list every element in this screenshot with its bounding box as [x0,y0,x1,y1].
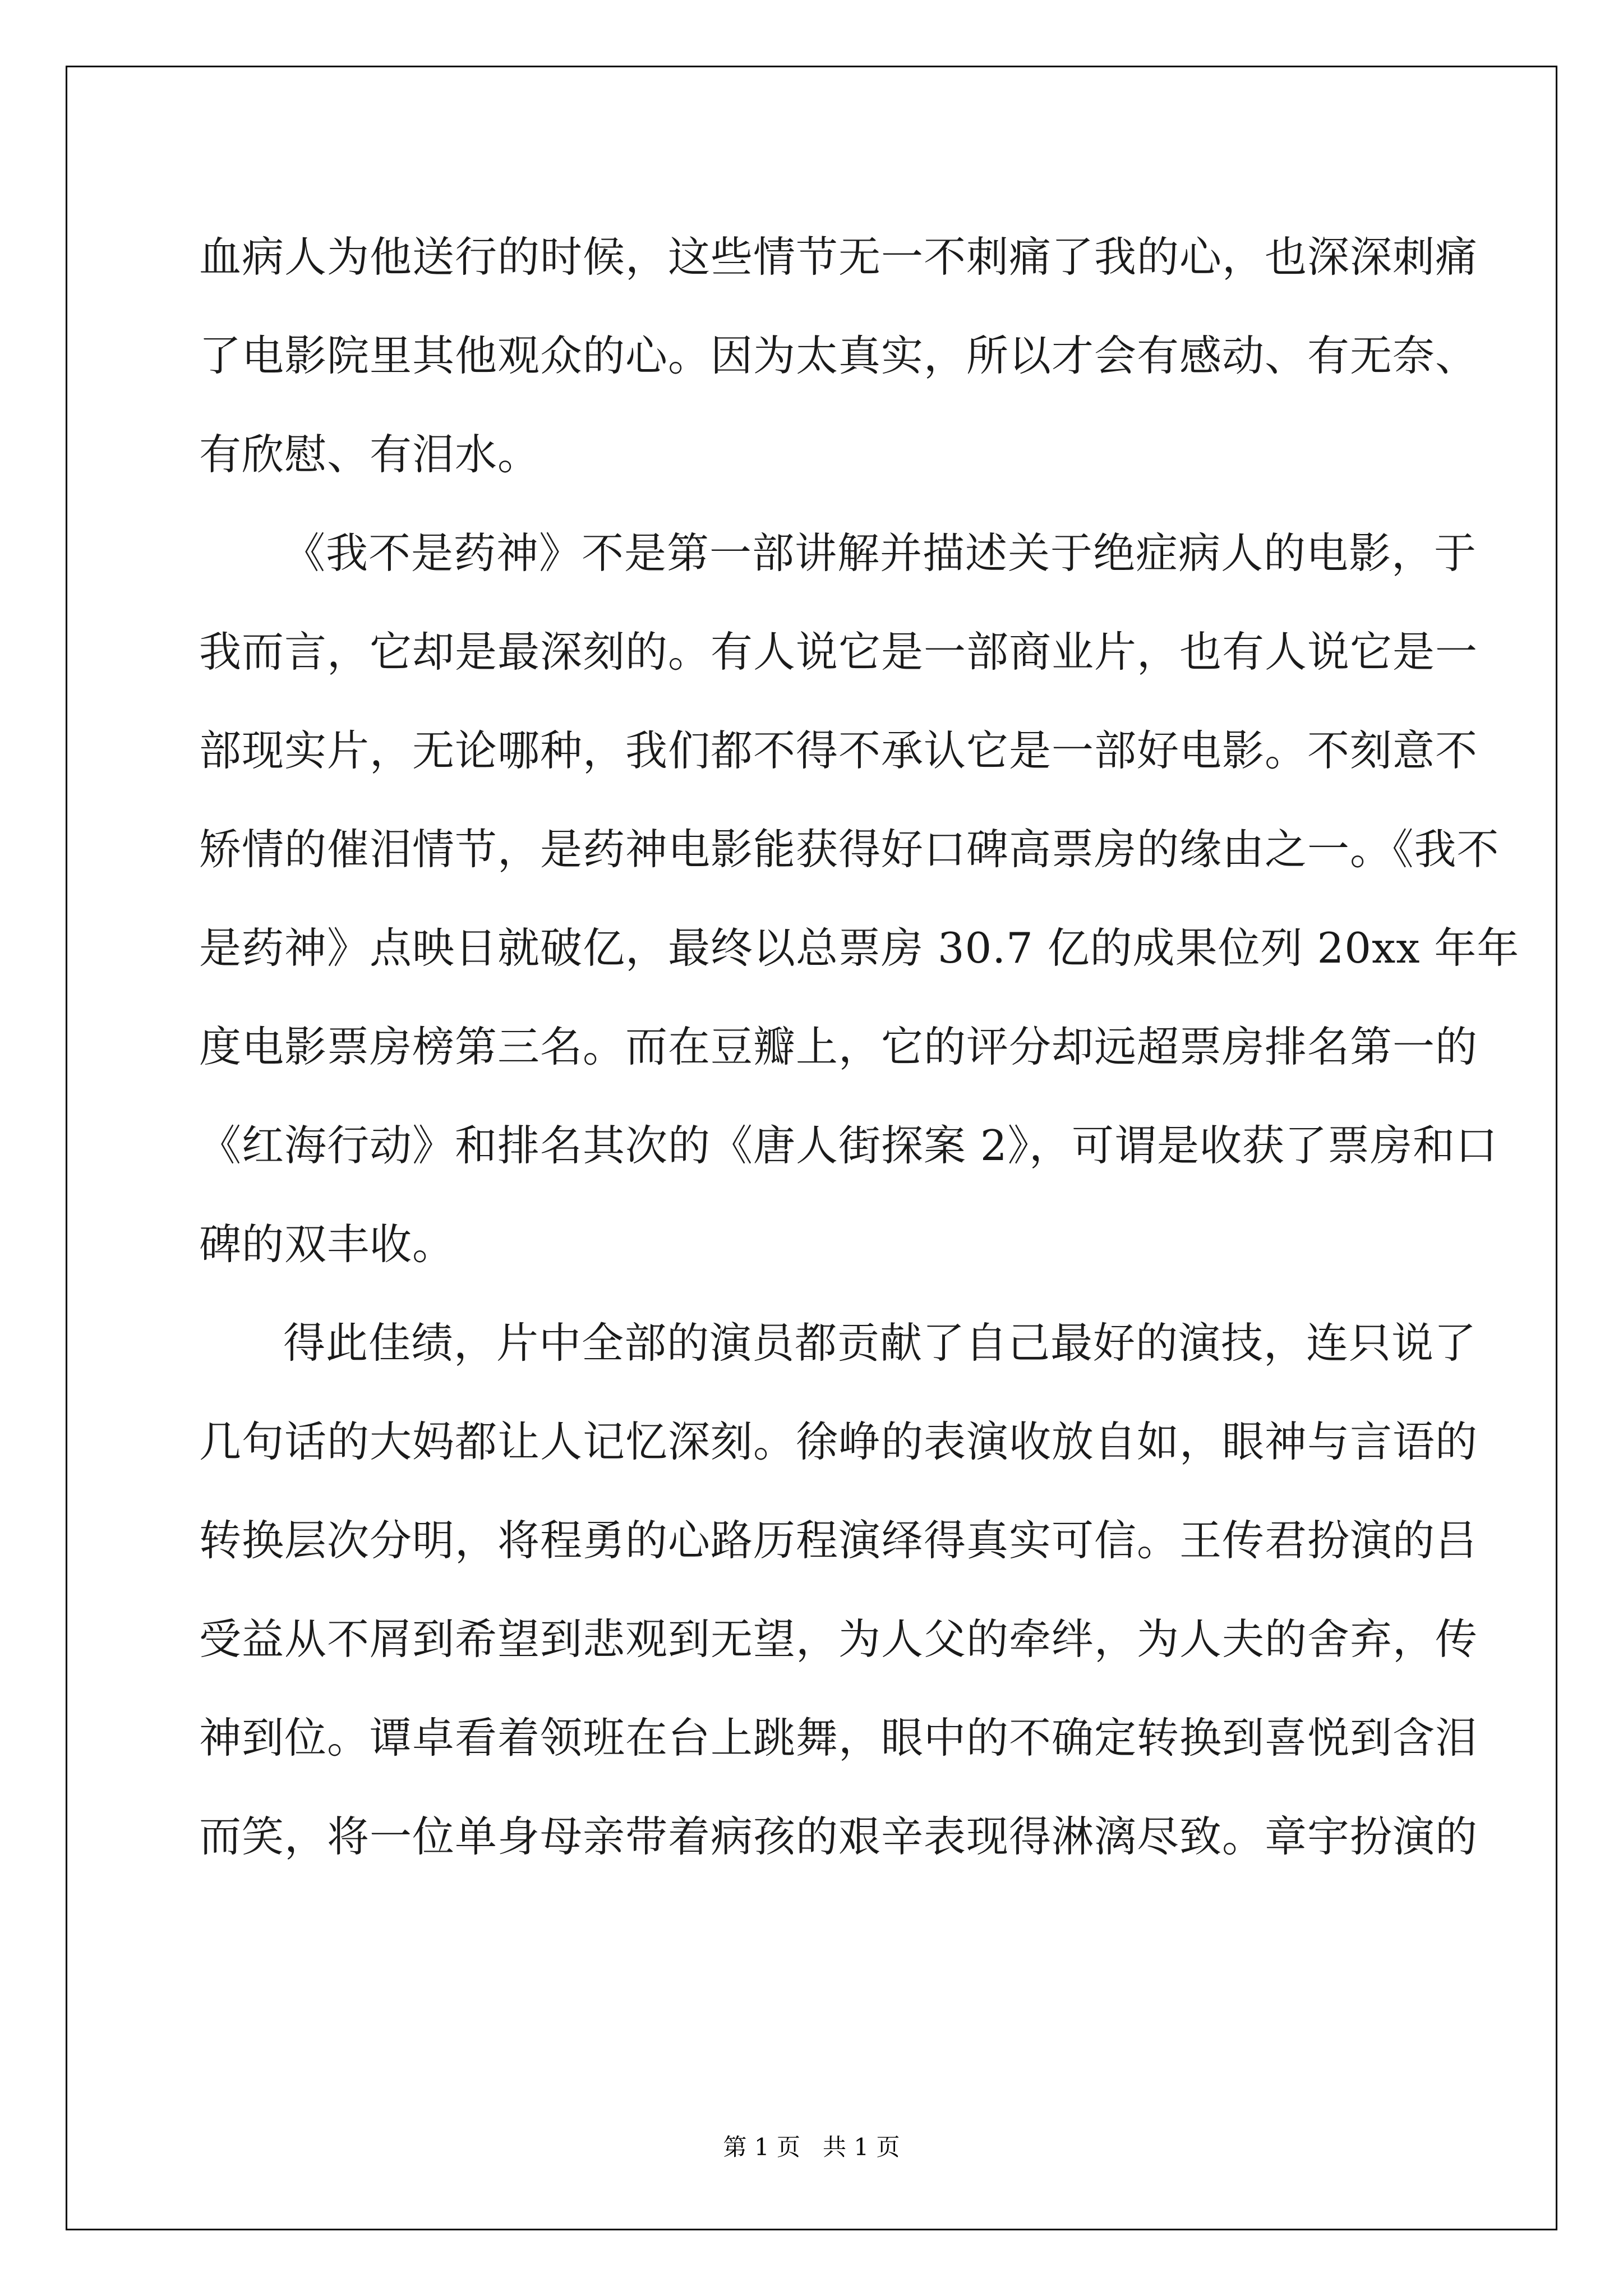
text-line: 度电影票房榜第三名。而在豆瓣上，它的评分却远超票房排名第一的 [199,1022,1478,1071]
text-line: 血病人为他送行的时候，这些情节无一不刺痛了我的心，也深深刺痛 [199,232,1478,282]
text-line: 《我不是药神》不是第一部讲解并描述关于绝症病人的电影，于 [283,528,1477,578]
text-line: 矫情的催泪情节，是药神电影能获得好口碑高票房的缘由之一。《我不 [199,825,1500,874]
text-line: 几句话的大妈都让人记忆深刻。徐峥的表演收放自如，眼神与言语的 [199,1417,1478,1466]
text-line: 部现实片，无论哪种，我们都不得不承认它是一部好电影。不刻意不 [199,726,1478,775]
text-line: 有欣慰、有泪水。 [199,430,541,479]
text-line: 是药神》点映日就破亿，最终以总票房 30.7 亿的成果位列 20xx 年年 [199,923,1520,973]
text-line: 《红海行动》和排名其次的《唐人街探案 2》，可谓是收获了票房和口 [199,1121,1498,1170]
paragraph [199,208,1478,504]
text-line: 我而言，它却是最深刻的。有人说它是一部商业片，也有人说它是一 [199,627,1478,677]
text-line: 转换层次分明，将程勇的心路历程演绎得真实可信。王传君扮演的吕 [199,1516,1478,1565]
page-footer [0,2129,1623,2162]
text-line: 受益从不屑到希望到悲观到无望，为人父的牵绊，为人夫的舍弃，传 [199,1614,1478,1664]
document-body [199,208,1520,1886]
text-line: 神到位。谭卓看着领班在台上跳舞，眼中的不确定转换到喜悦到含泪 [199,1713,1478,1763]
text-line: 碑的双丰收。 [199,1220,455,1269]
page-number: 第 1 页 共 1 页 [723,2133,900,2161]
paragraph [199,1294,1478,1886]
text-line: 而笑，将一位单身母亲带着病孩的艰辛表现得淋漓尽致。章宇扮演的 [199,1812,1478,1861]
paragraph [199,504,1520,1294]
text-line: 得此佳绩，片中全部的演员都贡献了自己最好的演技，连只说了 [283,1318,1477,1368]
text-line: 了电影院里其他观众的心。因为太真实，所以才会有感动、有无奈、 [199,331,1478,380]
